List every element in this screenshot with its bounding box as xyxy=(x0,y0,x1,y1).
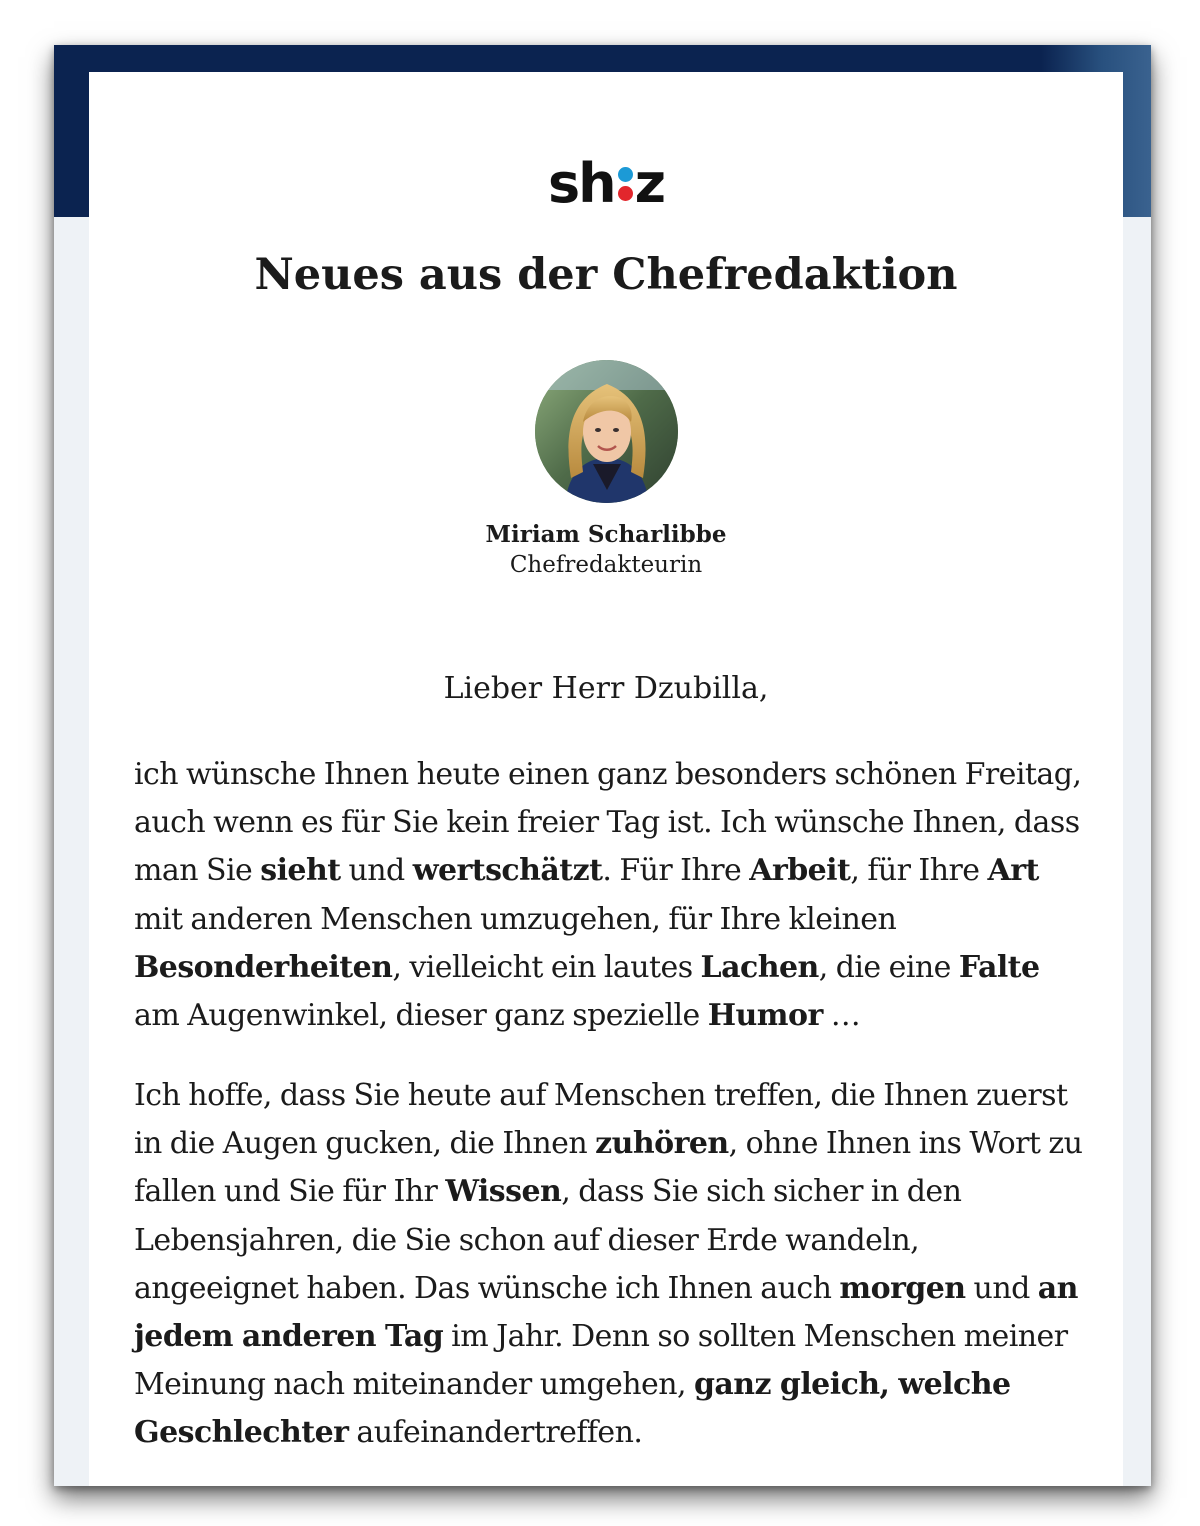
paragraph-text: am Augenwinkel, dieser ganz spezielle xyxy=(134,998,708,1034)
letter-salutation: Lieber Herr Dzubilla, xyxy=(443,671,769,706)
emphasized-text: Lachen xyxy=(700,949,819,985)
logo-text-left: sh xyxy=(547,152,615,215)
author-portrait xyxy=(535,360,678,503)
emphasized-text: Besonderheiten xyxy=(134,949,393,985)
logo-dots xyxy=(618,162,633,206)
paragraph-text: , für Ihre xyxy=(850,853,988,889)
paragraph-text: ich wünsche Ihnen heute einen ganz besonders schönen Freitag, auch wenn es für Sie kein freier Tag ist. Ich wünsche Ihnen, dass man Sie xyxy=(134,757,1082,889)
paragraph-text: , ohne Ihnen ins Wort zu fallen und Sie für Ihr xyxy=(134,1126,1083,1210)
paragraph-text: , die eine xyxy=(818,949,959,985)
paragraph-text: , dass Sie sich sicher in den Lebensjahren, die Sie schon auf dieser Erde wandeln, angeeignet haben. Das wünsche ich Ihnen auch xyxy=(134,1174,962,1306)
paragraph-text: mit anderen Menschen umzugehen, für Ihre kleinen xyxy=(134,901,897,937)
author-role: Chefredakteurin xyxy=(509,552,703,578)
emphasized-text: sieht xyxy=(260,853,341,889)
emphasized-text: morgen xyxy=(839,1270,966,1306)
paragraph-text: und xyxy=(965,1270,1038,1306)
letter-paragraph xyxy=(134,1072,1084,1458)
paragraph-text: … xyxy=(822,998,861,1034)
paragraph-text: im Jahr. Denn so sollten Menschen meiner Meinung nach miteinander umgehen, xyxy=(134,1319,1068,1403)
paragraph-text: und xyxy=(340,853,413,889)
shz-logo[interactable] xyxy=(89,154,1123,214)
newsletter-title: Neues aus der Chefredaktion xyxy=(254,250,958,300)
logo-dot-red xyxy=(618,186,633,201)
emphasized-text: wertschätzt xyxy=(412,853,603,889)
author-avatar xyxy=(535,360,678,503)
paragraph-text: Ich hoffe, dass Sie heute auf Menschen treffen, die Ihnen zuerst in die Augen gucken, die Ihnen xyxy=(134,1078,1068,1162)
newsletter-content xyxy=(89,72,1123,1486)
emphasized-text: zuhören xyxy=(595,1126,729,1162)
emphasized-text: Falte xyxy=(958,949,1040,985)
logo-dot-blue xyxy=(618,167,633,182)
emphasized-text: Art xyxy=(987,853,1039,889)
newsletter-frame xyxy=(54,45,1151,1486)
paragraph-text: . Für Ihre xyxy=(602,853,750,889)
emphasized-text: an jedem anderen Tag xyxy=(134,1270,1078,1355)
paragraph-text: aufeinandertreffen. xyxy=(348,1415,643,1451)
emphasized-text: Arbeit xyxy=(749,853,851,889)
author-name: Miriam Scharlibbe xyxy=(485,521,727,548)
logo-text-right: z xyxy=(634,152,665,215)
emphasized-text: Humor xyxy=(707,998,823,1034)
emphasized-text: ganz gleich, welche Geschlechter xyxy=(134,1367,1011,1451)
paragraph-text: , vielleicht ein lautes xyxy=(392,949,701,985)
author-info xyxy=(89,520,1123,580)
emphasized-text: Wissen xyxy=(445,1174,562,1210)
letter-paragraph xyxy=(134,751,1084,1040)
